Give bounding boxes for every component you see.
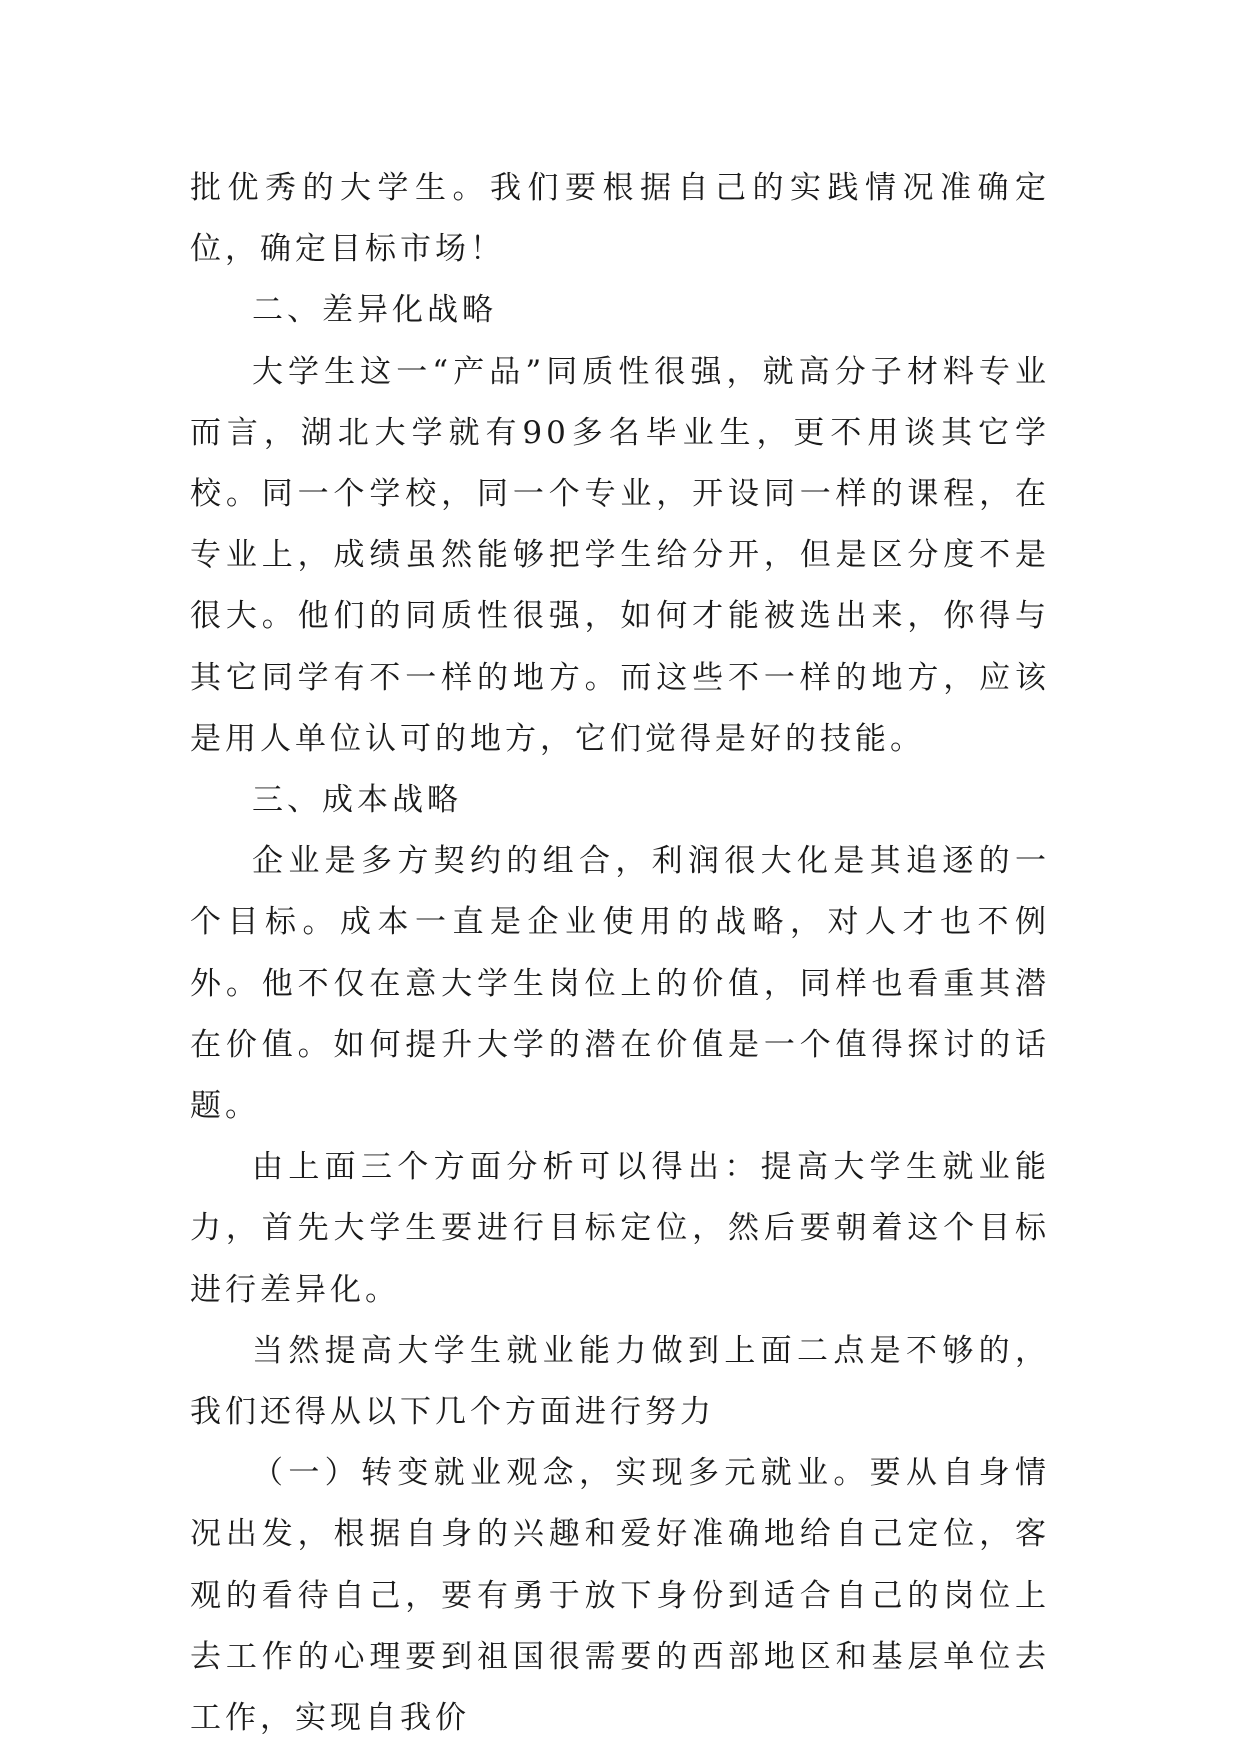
- paragraph-point-one: （一）转变就业观念，实现多元就业。要从自身情况出发，根据自身的兴趣和爱好准确地给自己定位，客观的看待自己，要有勇于放下身份到适合自己的岗位上去工作的心理要到祖国很需要的西部地区和基层单位去工作，实现自我价: [190, 1455, 1050, 1737]
- section-heading-cost: 三、成本战略: [252, 782, 462, 819]
- paragraph-cost: 企业是多方契约的组合，利润很大化是其追逐的一个目标。成本一直是企业使用的战略，对人才也不例外。他不仅在意大学生岗位上的价值，同样也看重其潜在价值。如何提升大学的潜在价值是一个值得探讨的话题。: [190, 843, 1050, 1125]
- paragraph-conclusion: 由上面三个方面分析可以得出：提高大学生就业能力，首先大学生要进行目标定位，然后要朝着这个目标进行差异化。: [190, 1149, 1050, 1308]
- paragraph-intro-continuation: 批优秀的大学生。我们要根据自己的实践情况准确定位，确定目标市场！: [190, 170, 1050, 268]
- paragraph-differentiation: 大学生这一“产品”同质性很强，就高分子材料专业而言，湖北大学就有90多名毕业生，更不用谈其它学校。同一个学校，同一个专业，开设同一样的课程，在专业上，成绩虽然能够把学生给分开，但是区分度不是很大。他们的同质性很强，如何才能被选出来，你得与其它同学有不一样的地方。而这些不一样的地方，应该是用人单位认可的地方，它们觉得是好的技能。: [190, 353, 1050, 757]
- section-heading-differentiation: 二、差异化战略: [252, 292, 497, 329]
- paragraph-further-efforts: 当然提高大学生就业能力做到上面二点是不够的，我们还得从以下几个方面进行努力: [190, 1332, 1050, 1431]
- document-body: [190, 158, 1050, 1749]
